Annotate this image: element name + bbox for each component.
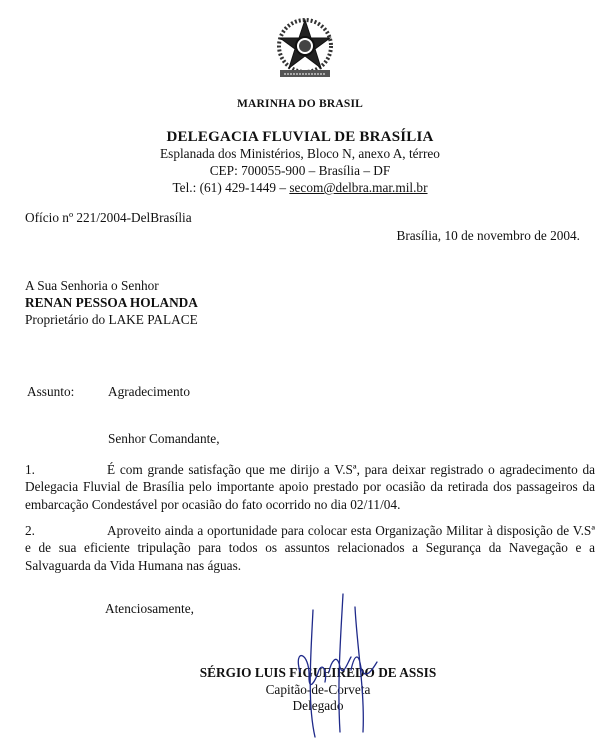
recipient-salutation: A Sua Senhoria o Senhor	[25, 278, 159, 293]
closing: Atenciosamente,	[105, 601, 194, 616]
paragraph-text: Aproveito ainda a oportunidade para colocar esta Organização Militar à disposição de V.Sª e de sua eficiente tripulação para todos os assuntos relacionados a Segurança da Navegação e a Salvaguarda da Vida Humana nas águas.	[25, 523, 595, 573]
signatory-name: SÉRGIO LUIS FIGUEIREDO DE ASSIS	[199, 665, 437, 680]
unit-name: DELEGACIA FLUVIAL DE BRASÍLIA	[166, 129, 434, 145]
paragraph-text: É com grande satisfação que me dirijo a V.Sª, para deixar registrado o agradecimento da Delegacia Fluvial de Brasília pelo importante apoio prestado por ocasião da retirada dos passageiros da embarcação Condestável por ocasião do fato ocorrido no dia 02/11/04.	[25, 462, 595, 512]
signatory-role: Delegado	[292, 698, 344, 713]
recipient-title: Proprietário do LAKE PALACE	[25, 312, 198, 327]
paragraph-number: 1.	[25, 462, 35, 477]
unit-email-link[interactable]: secom@delbra.mar.mil.br	[289, 180, 428, 195]
subject-label: Assunto:	[27, 384, 75, 399]
signatory-rank: Capitão-de-Corveta	[265, 682, 371, 697]
document-date: Brasília, 10 de novembro de 2004.	[396, 228, 580, 243]
organization-name: MARINHA DO BRASIL	[236, 98, 364, 110]
unit-address: Esplanada dos Ministérios, Bloco N, anexo A, térreo	[160, 146, 440, 161]
unit-phone: Tel.: (61) 429-1449 –	[172, 180, 290, 195]
unit-contact	[0, 180, 600, 196]
recipient-name: RENAN PESSOA HOLANDA	[25, 295, 198, 310]
paragraph-1	[25, 461, 595, 513]
document-reference: Ofício nº 221/2004-DelBrasília	[25, 210, 192, 225]
greeting: Senhor Comandante,	[108, 431, 220, 446]
brazil-coat-of-arms-icon	[270, 14, 340, 84]
unit-cep: CEP: 700055-900 – Brasília – DF	[209, 163, 391, 178]
paragraph-number: 2.	[25, 523, 35, 538]
subject-value: Agradecimento	[108, 384, 190, 399]
paragraph-2	[25, 522, 595, 574]
